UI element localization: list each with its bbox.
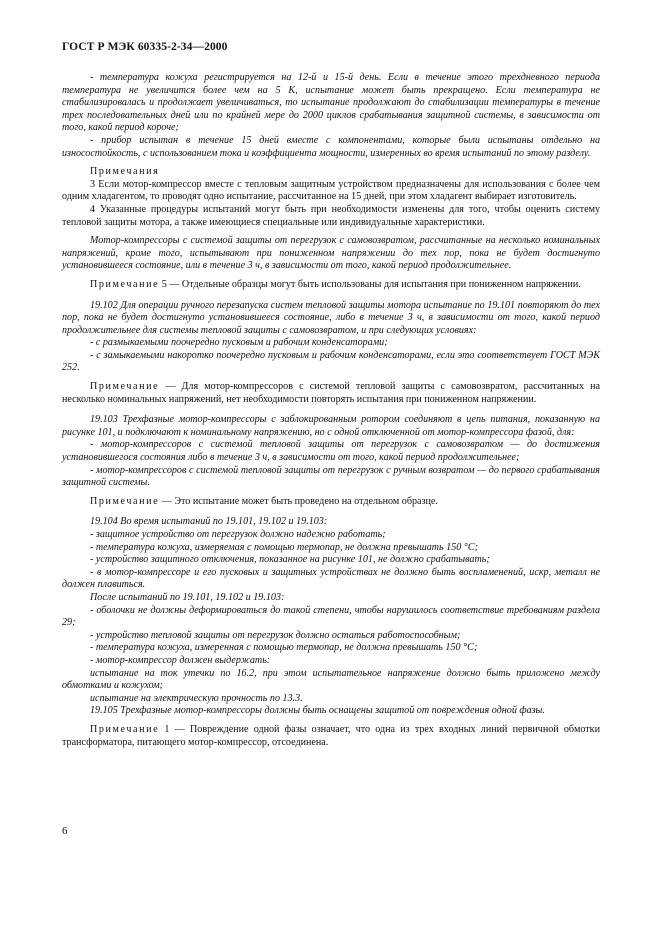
- note-paragraph: Примечание — Для мотор-компрессоров с системой тепловой защиты с самовозвратом, рассчитанных на несколько номинальных напряжений, нет необходимости повторять испытания при пониженном напряжении.: [62, 381, 600, 405]
- paragraph: испытание на ток утечки по 16.2, при этом испытательное напряжение должно быть приложено между обмотками и кожухом;: [62, 667, 600, 692]
- note-paragraph: 3 Если мотор-компрессор вместе с тепловым защитным устройством предназначены для использования с более чем одним хладагентом, то проводят одно испытание, рассчитанное на 15 дней, при этом хладагент выбирает изготовитель.: [62, 178, 600, 203]
- document-body: [62, 72, 600, 749]
- clause-19-105: 19.105 Трехфазные мотор-компрессоры должны быть оснащены защитой от повреждения одной фазы.: [90, 705, 545, 717]
- note-paragraph: 4 Указанные процедуры испытаний могут быть при необходимости изменены для того, чтобы оценить систему тепловой защиты мотора, а также имеющиеся специальные или индивидуальные характеристики.: [62, 203, 600, 228]
- list-item: - в мотор-компрессоре и его пусковых и защитных устройствах не должно быть воспламенений, искр, металл не должен плавиться.: [62, 566, 600, 591]
- list-item: - мотор-компрессоров с системой тепловой защиты от перегрузок с ручным возвратом — до первого срабатывания защитной системы.: [62, 464, 600, 489]
- list-item: - температура кожуха, измеренная с помощью термопар, не должна превышать 150 °С;: [90, 642, 478, 654]
- list-item: - с размыкаемыми поочередно пусковым и рабочим конденсаторами;: [90, 337, 388, 349]
- clause-19-104: 19.104 Во время испытаний по 19.101, 19.102 и 19.103:: [90, 516, 328, 528]
- list-item: - защитное устройство от перегрузок должно надежно работать;: [90, 529, 386, 540]
- list-item: - устройство защитного отключения, показанное на рисунке 101, не должно срабатывать;: [90, 554, 490, 566]
- clause-19-102: 19.102 Для операции ручного перезапуска систем тепловой защиты мотора испытание по 19.101 повторяют до тех пор, пока не будет достигнуто установившееся состояние, либо в течение 3 ч, в зависимости от того, какой период продолжительнее для системы тепловой защиты с самовозвратом, и при следующих условиях:: [62, 299, 600, 336]
- page-number: 6: [62, 825, 68, 837]
- list-item: - устройство тепловой защиты от перегрузок должно остаться работоспособным;: [90, 629, 461, 641]
- list-item: - оболочки не должны деформироваться до такой степени, чтобы нарушилось соответствие требованиям раздела 29;: [62, 604, 600, 629]
- note-paragraph: Примечание 5 — Отдельные образцы могут быть использованы для испытания при пониженном напряжении.: [90, 278, 581, 290]
- paragraph: - температура кожуха регистрируется на 12-й и 15-й день. Если в течение этого трехдневного периода температура не увеличится более чем на 5 К, испытание может быть прекращено. Если температура не стабилизировалась и продолжает увеличиваться, то испытание продолжают до стабилизации температуры в течение трех последовательных дней или по крайней мере до 2000 циклов срабатывания защитной системы, в зависимости от того, какой период короче;: [62, 72, 600, 134]
- paragraph: - прибор испытан в течение 15 дней вместе с компонентами, которые были испытаны отдельно на износостойкость, с использованием тока и коэффициента мощности, измеренных во время испытаний по этому разделу.: [62, 134, 600, 159]
- notes-heading: Примечания: [90, 166, 160, 178]
- list-item: - температура кожуха, измеряемая с помощью термопар, не должна превышать 150 °С;: [90, 541, 478, 553]
- list-item: - с замыкаемыми накоротко поочередно пусковым и рабочим конденсаторами, если это соответствует ГОСТ МЭК 252.: [62, 349, 600, 374]
- paragraph: испытание на электрическую прочность по 13.3.: [90, 692, 303, 704]
- document-header: ГОСТ Р МЭК 60335-2-34—2000: [62, 41, 228, 53]
- note-paragraph: Примечание 1 — Повреждение одной фазы означает, что одна из трех входных линий первичной обмотки трансформатора, питающего мотор-компрессор, отсоединена.: [62, 723, 600, 748]
- clause-19-103: 19.103 Трехфазные мотор-компрессоры с заблокированным ротором соединяют в цепь питания, показанную на рисунке 101, и подключают к номинальному напряжению, но с одной отключенной от мотор-компрессора фазой, для:: [62, 414, 600, 438]
- paragraph: Мотор-компрессоры с системой защиты от перегрузок с самовозвратом, рассчитанные на несколько номинальных напряжений, кроме того, испытывают при пониженном напряжении до тех пор, пока не будет достигнуто установившееся состояние, или в течение 3 ч, в зависимости от того, какой период продолжительнее.: [62, 235, 600, 272]
- list-item: - мотор-компрессор должен выдержать:: [90, 654, 271, 666]
- note-paragraph: Примечание — Это испытание может быть проведено на отдельном образце.: [90, 495, 438, 507]
- paragraph: После испытаний по 19.101, 19.102 и 19.103:: [90, 591, 285, 603]
- list-item: - мотор-компрессоров с системой тепловой защиты от перегрузок с самовозвратом — до достижения установившегося состояния либо в течение 3 ч, в зависимости от того, какой период продолжительнее;: [62, 439, 600, 464]
